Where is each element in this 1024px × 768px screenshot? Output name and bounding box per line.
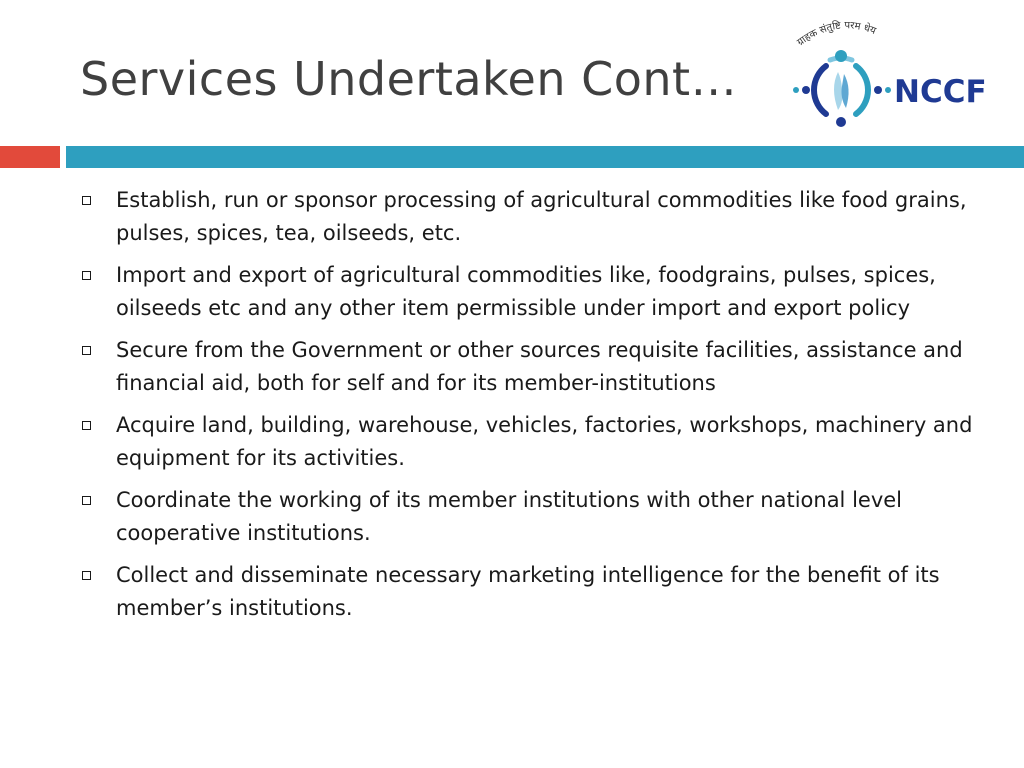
bullet-item xyxy=(80,559,980,625)
slide-title: Services Undertaken Cont… xyxy=(80,52,738,106)
bullet-text: Import and export of agricultural commodities like, foodgrains, pulses, spices, oilseeds etc and any other item permissible under import and export policy xyxy=(116,263,936,320)
svg-text:ग्राहक संतुष्टि परम धेय xyxy=(795,19,877,48)
square-bullet-icon xyxy=(82,346,91,355)
bullet-item xyxy=(80,484,980,550)
services-bullet-list xyxy=(80,184,980,634)
divider-red-segment xyxy=(0,146,60,168)
bullet-text: Coordinate the working of its member institutions with other national level cooperative institutions. xyxy=(116,488,903,545)
square-bullet-icon xyxy=(82,421,91,430)
square-bullet-icon xyxy=(82,571,91,580)
nccf-logo xyxy=(786,18,1016,138)
bullet-text: Establish, run or sponsor processing of agricultural commodities like food grains, pulses, spices, tea, oilseeds, etc. xyxy=(116,188,967,245)
bullet-item xyxy=(80,184,980,250)
logo-emblem-icon xyxy=(786,18,896,138)
bullet-text: Secure from the Government or other sources requisite facilities, assistance and financial aid, both for self and for its member-institutions xyxy=(116,338,963,395)
square-bullet-icon xyxy=(82,271,91,280)
bullet-item xyxy=(80,334,980,400)
bullet-item xyxy=(80,409,980,475)
logo-tagline: ग्राहक संतुष्टि परम धेय xyxy=(795,20,878,49)
logo-wordmark: NCCF xyxy=(894,74,987,110)
bullet-text: Collect and disseminate necessary marketing intelligence for the benefit of its member’s institutions. xyxy=(116,563,940,620)
title-divider xyxy=(0,146,1024,168)
square-bullet-icon xyxy=(82,196,91,205)
square-bullet-icon xyxy=(82,496,91,505)
bullet-item xyxy=(80,259,980,325)
bullet-text: Acquire land, building, warehouse, vehicles, factories, workshops, machinery and equipment for its activities. xyxy=(116,413,973,470)
divider-blue-segment xyxy=(66,146,1024,168)
